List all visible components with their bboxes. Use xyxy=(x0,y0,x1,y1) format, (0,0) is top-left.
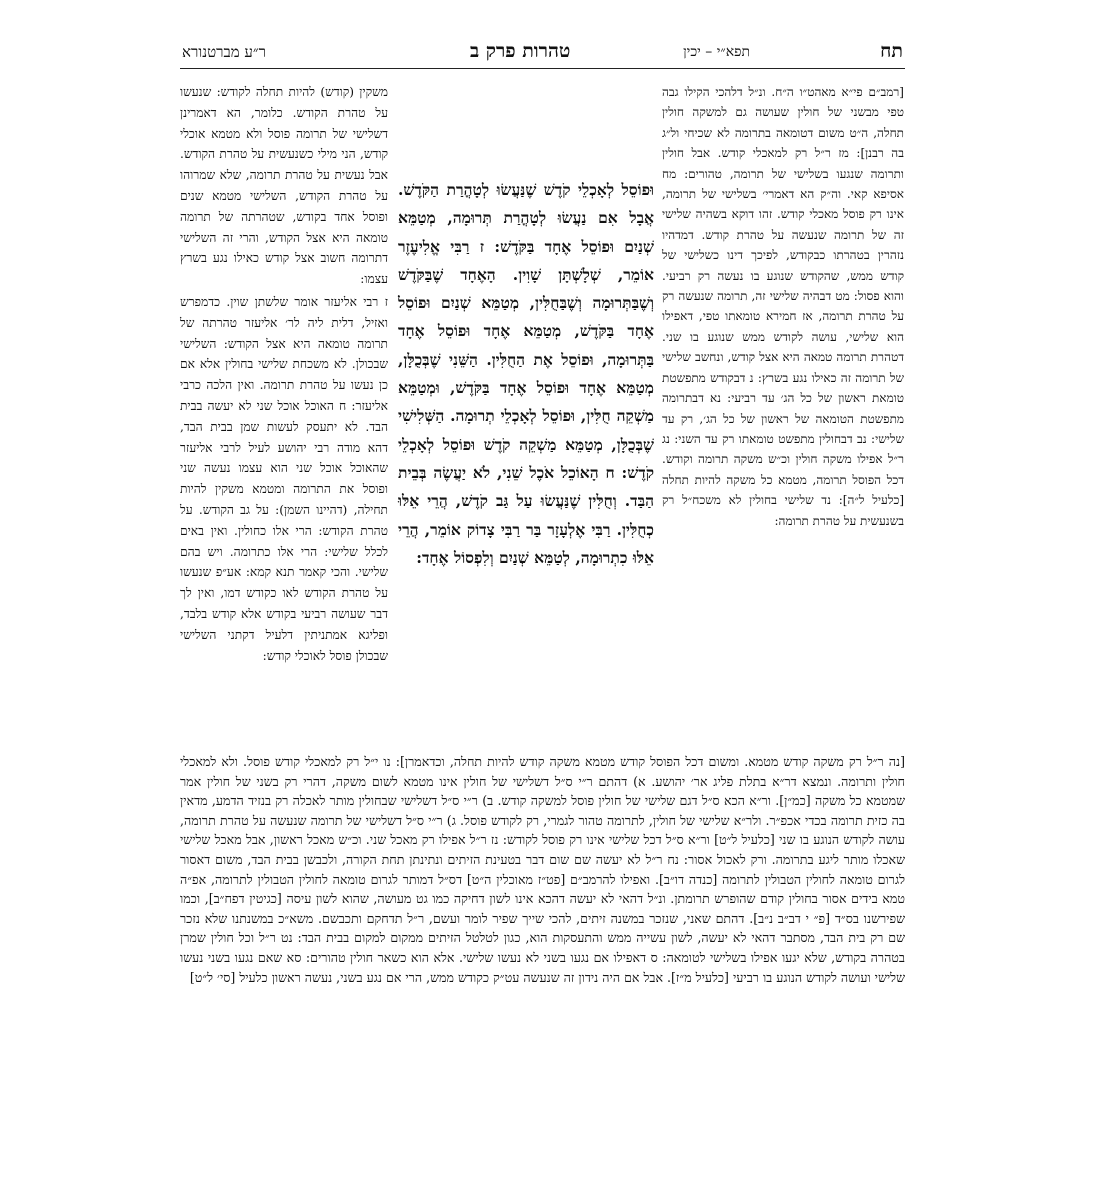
bottom-commentary-text: [נה ר״ל רק משקה קודש מטמא. ומשום דכל הפוסל קודש מטמא משקה קודש להיות תחלה, וכדאמרן]: נו י״ל רק למאכלי קודש פוסל. ולא למאכלי חולין ותרומה. ונמצא דר״א בתלת פליג אר׳ יהושע. א) דהתם ר״י ס״ל דשלישי של חולין אינו מטמא לשום משקה, דהרי רק בשני של חולין אמר שמטמא כל משקה [כמ״ן]. ור״א הכא ס״ל דגם שלישי של חולין פוסל למשקה קודש. ב) ר״י ס״ל דשלישי שבחולין מותר לאכלה רק בנזיד הדמע, מדאין בה כזית תרומה בכדי אכפ״ר. ולר״א שלישי של חולין, לתרומה טהור לגמרי, רק לקודש פוסל. ג) ר״י ס״ל דשלישי של תרומה שנעשה על טהרת תרומה, עושה לקודש הנוגע בו שני [כלעיל ל״ט] ור״א ס״ל דכל שלישי אינו רק פוסל לקודש: נז ר״ל אפילו רק מאכל שני. וכ״ש מאכל ראשון, אבל מאכל שלישי שאכלו מותר ליגע בתרומה. ורק לאכול אסור: נח ר״ל לא יעשה שם שום דבר בטעינת הזיתים ונתינתן תחת הקורה, ולכבשן בבית הבד, משום דאסור לגרום טומאה לחולין הטבולין לתרומה [כנדה דו״ב]. ואפילו להרמב״ם [פט״ז מאוכלין ה״ט] דס״ל דמותר לגרום טומאה לחולין הטבולין לתרומה, אפ״ה טמא בידים אסור בחולין קודם שהופרש תרומתן. ונ״ל דהאי לא יעשה דהכא אינו לשון דחיקה כמו גט מעושה, שהוא לשון עיסה [כגיטין דפח״ב], וכמו שפירשנו בס״ד [פ״ י דב״ב נ״ב]. דהתם שאני, שנזכר במשנה זיתים, להכי שייך שפיר לומר ועשם, ר״ל תדחקם ותכבשם. משא״כ במשנתנו שלא נזכר שם רק בית הבד, מסתבר דהאי לא יעשה, לשון עשייה ממש והתעסקות הוא, כגון לטלטל הזיתים ממקום למקום בבית הבד: נט ר״ל וכל חולין שמרן בטהרה בקודש, שלא יגעו אפילו בשלישי לטומאה: ס דאפילו אם נגעו בשני לא נעשו שלישי. אלא הוא כשאר חולין טהורים: סא שאם נגעו בשני נעשו שלישי ועושה לקודש הנוגע בו רביעי [כלעיל מ״ז]. אבל אם היה נידון זה שנעשה עט״ק כקודש ממש, הרי אם נגע בשני, נעשה ראשון כלעיל [סי׳ ל״ט] xyxy=(180,754,905,985)
mishnah-text: וּפוֹסֵל לְאָכְלֵי קֹדֶשׁ שֶׁנַּעֲשׂוּ לְטָהֳרַת הַקֹּדֶשׁ. אֲבָל אִם נַעֲשׂוּ לְטָהֳרַת תְּרוּמָה, מְטַמֵּא שְׁנַיִם וּפוֹסֵל אֶחָד בַּקֹּדֶשׁ: ז רַבִּי אֱלִיעֶזֶר אוֹמֵר, שְׁלָשְׁתָּן שָׁוִין. הָאֶחָד שֶׁבַּקֹּדֶשׁ וְשֶׁבַּתְּרוּמָה וְשֶׁבַּחֻלִּין, מְטַמֵּא שְׁנַיִם וּפוֹסֵל אֶחָד בַּקֹּדֶשׁ, מְטַמֵּא אֶחָד וּפוֹסֵל אֶחָד בַּתְּרוּמָה, וּפוֹסֵל אֶת הַחֻלִּין. הַשֵּׁנִי שֶׁבְּכֻלָּן, מְטַמֵּא אֶחָד וּפוֹסֵל אֶחָד בַּקֹּדֶשׁ, וּמְטַמֵּא מַשְׁקֵה חֻלִּין, וּפוֹסֵל לְאָכְלֵי תְרוּמָה. הַשְּׁלִישִׁי שֶׁבְּכֻלָּן, מְטַמֵּא מַשְׁקֵה קֹדֶשׁ וּפוֹסֵל לְאָכְלֵי קֹדֶשׁ: ח הָאוֹכֵל אֹכֶל שֵׁנִי, לֹא יַעֲשֶׂה בְּבֵית הַבַּד. וְחֻלִּין שֶׁנַּעֲשׂוּ עַל גַּב קֹדֶשׁ, הֲרֵי אֵלּוּ כְחֻלִּין. רַבִּי אֶלְעָזָר בַּר רַבִּי צָדוֹק אוֹמֵר, הֲרֵי אֵלּוּ כִתְרוּמָה, לְטַמֵּא שְׁנַיִם וְלִפְסוֹל אֶחָד: xyxy=(398,180,654,567)
tifereth-commentary-column xyxy=(662,82,904,747)
tifereth-yisrael-label: תפא״י – יכין xyxy=(683,44,750,60)
page-number: תח xyxy=(880,40,903,62)
mishnah-column xyxy=(398,176,654,762)
page-title: טהרות פרק ב xyxy=(470,40,571,62)
tifereth-commentary-text: [רמב״ם פי״א מאהט״ו ה״ח. ונ״ל דלהכי הקילו גבה טפי מבשני של חולין שעושה גם למשקה חולין תחלה, ה״ט משום דטומאה בתרומה לא שכיחי ול״ג בה רבנן]: מז ר״ל רק למאכלי קודש. אבל חולין ותרומה שנגעו בשלישי של תרומה, טהורים: מח אסיפא קאי. וה״ק הא דאמרי׳ בשלישי של תרומה, אינו רק פוסל מאכלי קודש. זהו דוקא בשהיה שלישי זה של תרומה שנעשה על טהרת קודש. דמדהיו נזהרין בטהרתו כבקודש, לפיכך דינו כשלישי של קודש ממש, שהקודש שנוגע בו נעשה רק רביעי. והוא פסול: מט דבהיה שלישי זה, תרומה שנעשה רק על טהרת תרומה, אז חמירא טומאתו טפי, דאפילו הוא שלישי, עושה לקודש ממש שנוגע בו שני. דטהרת תרומה טמאה היא אצל קודש, ונחשב שלישי של תרומה זה כאילו נגע בשרץ: נ דבקודש מתפשטת טומאת ראשון של כל הג׳ עד רביעי: נא דבתרומה מתפשטת הטומאה של ראשון של כל הג׳, רק עד שלישי: נב דבחולין מתפשט טומאתו רק עד השני: נג ר״ל אפילו משקה חולין וכ״ש משקה תרומה וקודש. דכל הפוסל תרומה, מטמא כל משקה להיות תחלה [כלעיל ל״ה]: נד שלישי בחולין לא משכח״ל רק בשנעשית על טהרת תרומה: xyxy=(662,85,904,528)
bartenura-section-2: ז רבי אליעזר אומר שלשתן שוין. כדמפרש ואזיל, דלית ליה לר׳ אליעזר טהרתה של תרומה טומאה היא אצל הקודש: השלישי שבכולן. לא משכחת שלישי בחולין אלא אם כן נעשו על טהרת תרומה. ואין הלכה כרבי אליעזר: ח האוכל אוכל שני לא יעשה בבית הבד. לא יתעסק לעשות שמן בבית הבד, דהא מודה רבי יהושע לעיל לרבי אליעזר שהאוכל אוכל שני הוא עצמו נעשה שני ופוסל את התרומה ומטמא משקין להיות תחילה, (דהיינו השמן): על גב הקודש. על טהרת הקודש: הרי אלו כחולין. ואין באים לכלל שלישי: הרי אלו כתרומה. ויש בהם שלישי. והכי קאמר תנא קמא: אע״פ שנעשו על טהרת הקודש לאו כקודש דמו, ואין לך דבר שעושה רביעי בקודש אלא קודש בלבד, ופליגא אמתניתין דלעיל דקתני השלישי שבכולן פוסל לאוכלי קודש: xyxy=(180,294,388,663)
bottom-commentary xyxy=(180,752,905,1152)
page-header xyxy=(180,38,905,69)
bartenura-label: ר״ע מברטנורא xyxy=(182,43,266,61)
bartenura-section-1: משקין (קודש) להיות תחלה לקודש: שנעשו על טהרת הקודש. כלומר, הא דאמרינן דשלישי של תרומה פוסל ולא מטמא אוכלי קודש, הני מילי כשנעשית על טהרת הקודש. אבל נעשית על טהרת תרומה, שלא שמרוהו על טהרת הקודש, השלישי מטמא שנים ופוסל אחד בקודש, שטהרתה של תרומה טומאה היא אצל הקודש, והרי זה השלישי דתרומה חשוב אצל קודש כאילו נגע בשרץ עצמו: xyxy=(180,85,388,287)
